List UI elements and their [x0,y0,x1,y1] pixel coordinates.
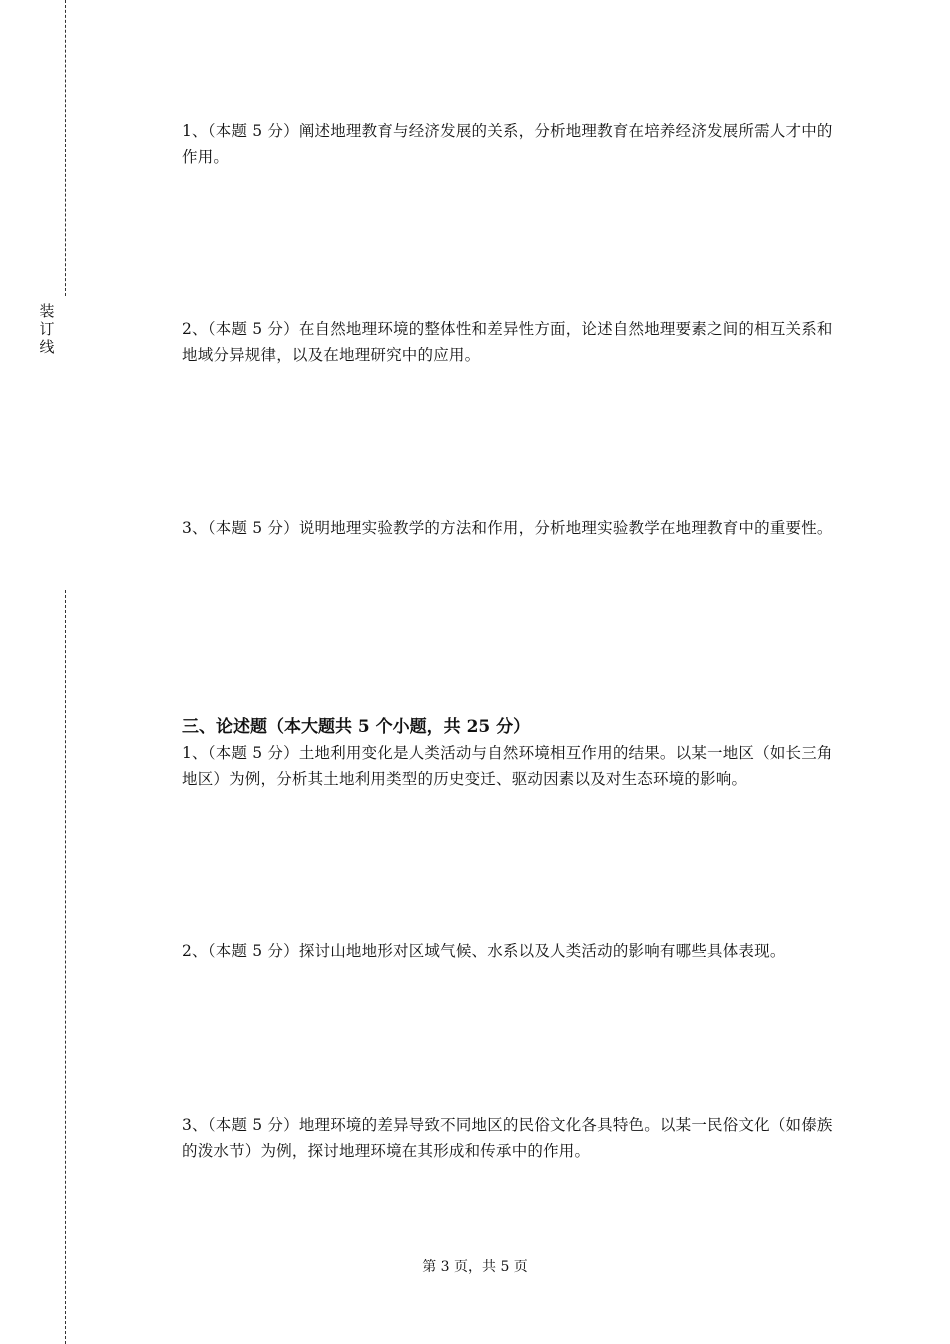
question-2-2: 2、（本题 5 分）在自然地理环境的整体性和差异性方面，论述自然地理要素之间的相互关系和地域分异规律，以及在地理研究中的应用。 [182,320,833,364]
binding-char: 订 [39,320,55,338]
binding-char: 线 [39,338,55,356]
question-3-1: 1、（本题 5 分）土地利用变化是人类活动与自然环境相互作用的结果。以某一地区（如长三角地区）为例，分析其土地利用类型的历史变迁、驱动因素以及对生态环境的影响。 [182,744,833,788]
binding-line-label [37,302,57,356]
question-2-1: 1、（本题 5 分）阐述地理教育与经济发展的关系，分析地理教育在培养经济发展所需人才中的作用。 [182,122,833,166]
binding-line-top [65,0,66,296]
binding-line-bottom [65,590,66,1344]
section-heading-essay: 三、论述题（本大题共 5 个小题，共 25 分） [182,717,531,737]
question-2-3: 3、（本题 5 分）说明地理实验教学的方法和作用，分析地理实验教学在地理教育中的重要性。 [182,519,833,537]
question-3-2: 2、（本题 5 分）探讨山地地形对区域气候、水系以及人类活动的影响有哪些具体表现。 [182,942,786,960]
page-number: 第 3 页，共 5 页 [422,1259,528,1275]
binding-char: 装 [39,302,55,320]
question-3-3: 3、（本题 5 分）地理环境的差异导致不同地区的民俗文化各具特色。以某一民俗文化（如傣族的泼水节）为例，探讨地理环境在其形成和传承中的作用。 [182,1116,833,1160]
